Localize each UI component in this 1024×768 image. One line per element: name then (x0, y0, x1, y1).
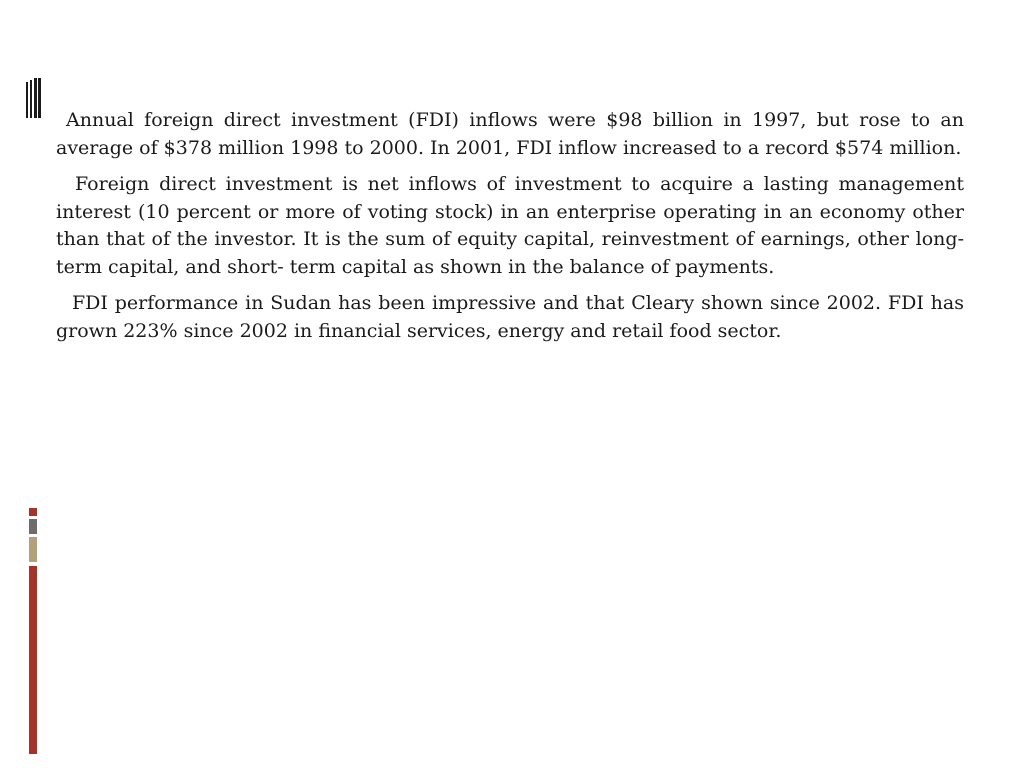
decorative-bar-red-small (29, 508, 37, 516)
decorative-bar-grey (29, 519, 37, 534)
decorative-bars-top (26, 78, 42, 118)
decorative-bar-red-long (29, 566, 37, 754)
decorative-bar (30, 80, 32, 118)
paragraph-fdi-inflows: Annual foreign direct investment (FDI) inflows were $98 billion in 1997, but rose to an average of $378 million 1998 to 2000. In 2001, FDI inflow increased to a record $574 million. (56, 109, 964, 159)
decorative-bar (38, 78, 41, 118)
paragraph-fdi-sudan-performance: FDI performance in Sudan has been impressive and that Cleary shown since 2002. FDI has grown 223% since 2002 in financial services, energy and retail food sector. (56, 292, 964, 342)
paragraph-fdi-definition: Foreign direct investment is net inflows of investment to acquire a lasting management interest (10 percent or more of voting stock) in an enterprise operating in an economy other than that of the investor. It is the sum of equity capital, reinvestment of earnings, other long-term capital, and short- term capital as shown in the balance of payments. (56, 173, 964, 278)
decorative-bar (34, 78, 37, 118)
decorative-bar (26, 82, 28, 118)
slide-body (56, 107, 964, 354)
decorative-bar-tan (29, 537, 37, 562)
